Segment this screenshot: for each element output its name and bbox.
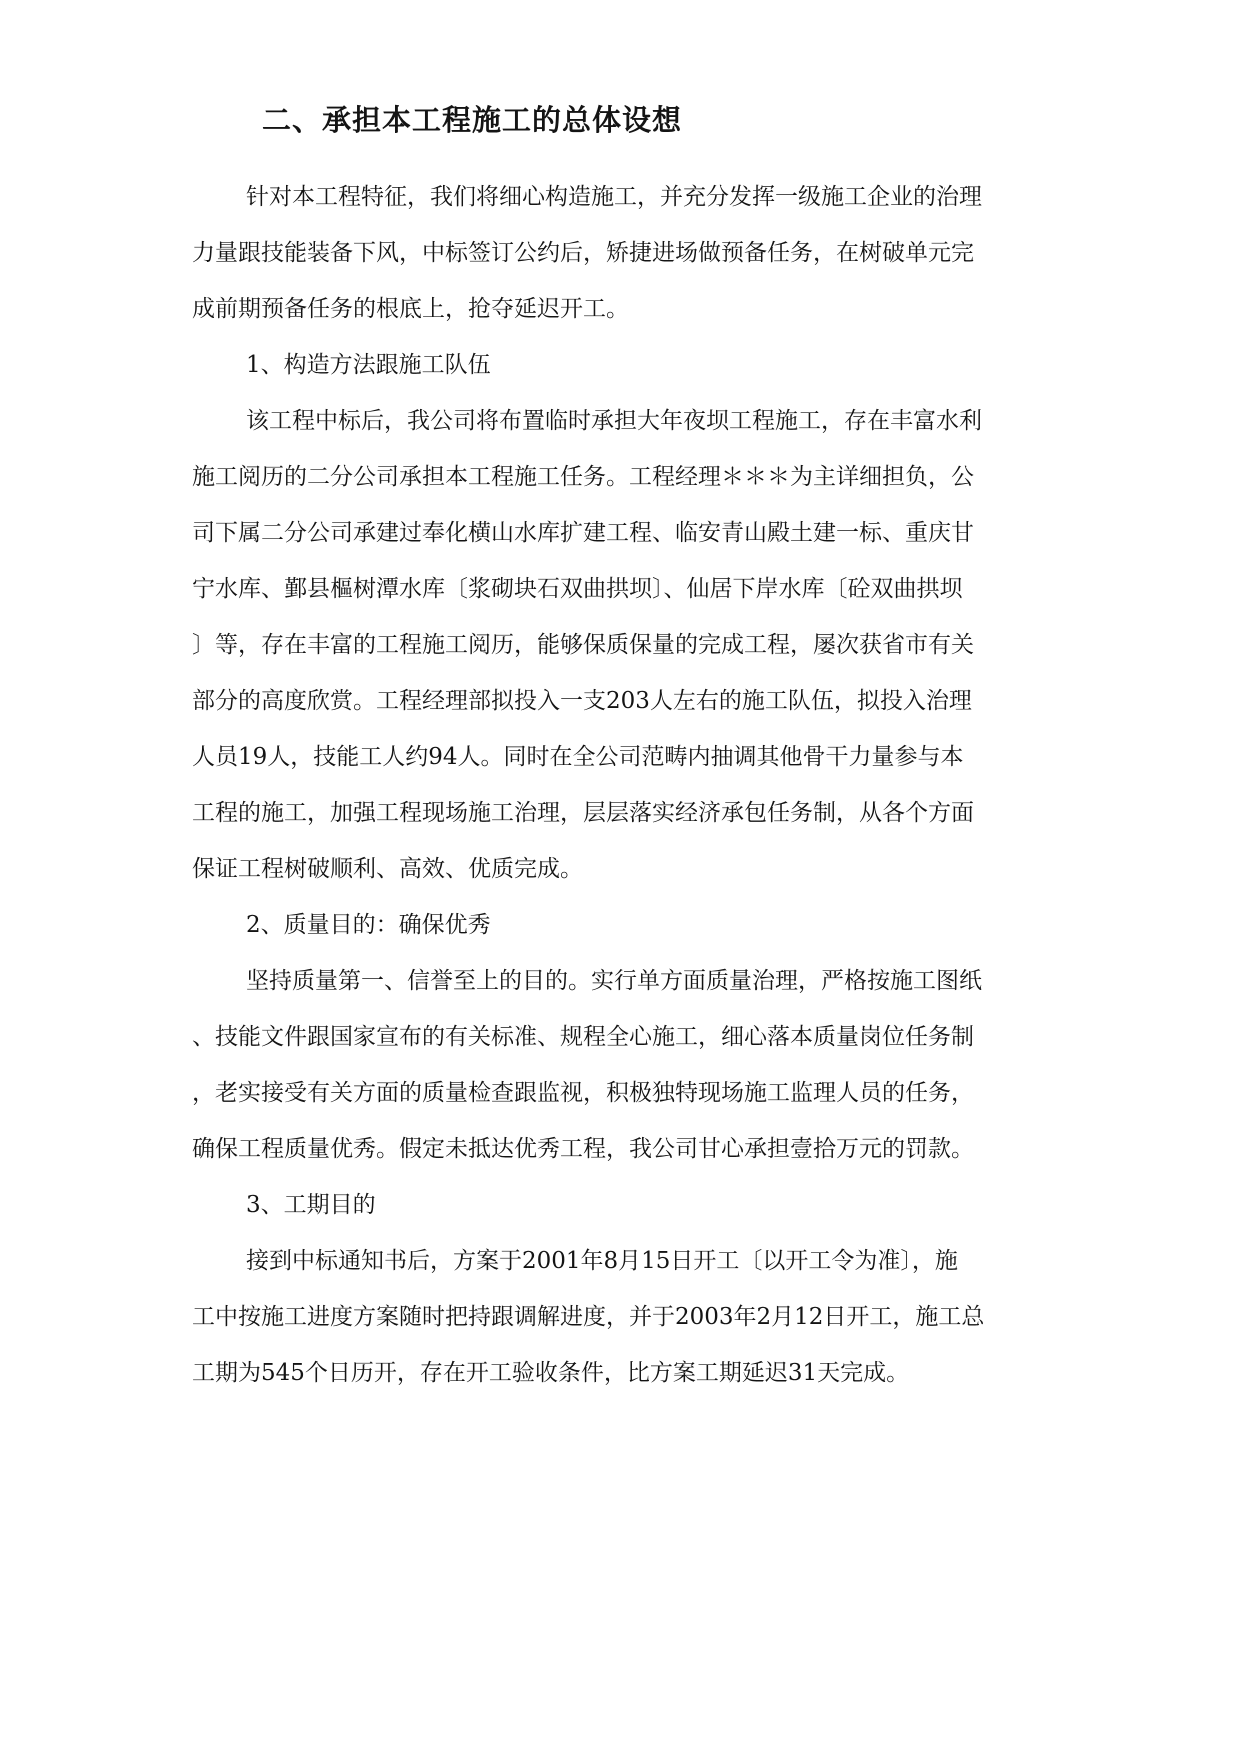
section-heading: 2、质量目的：确保优秀 <box>246 912 491 938</box>
paragraph-line: 〕等，存在丰富的工程施工阅历，能够保质保量的完成工程，屡次获省市有关 <box>192 632 974 658</box>
paragraph-line: 工中按施工进度方案随时把持跟调解进度，并于2003年2月12日开工，施工总 <box>192 1304 985 1330</box>
paragraph-line: 坚持质量第一、信誉至上的目的。实行单方面质量治理，严格按施工图纸 <box>246 968 982 994</box>
paragraph-line: 接到中标通知书后，方案于2001年8月15日开工〔以开工令为准〕，施 <box>246 1248 958 1274</box>
paragraph-line: 保证工程树破顺利、高效、优质完成。 <box>192 856 583 882</box>
paragraph-line: 部分的高度欣赏。工程经理部拟投入一支203人左右的施工队伍，拟投入治理 <box>192 688 972 714</box>
paragraph-line: 力量跟技能装备下风，中标签订公约后，矫捷进场做预备任务，在树破单元完 <box>192 240 974 266</box>
paragraph-line: 、技能文件跟国家宣布的有关标准、规程全心施工，细心落本质量岗位任务制 <box>192 1024 974 1050</box>
section-heading: 3、工期目的 <box>246 1192 376 1218</box>
paragraph-line: 宁水库、鄞县樞树潭水库〔浆砌块石双曲拱坝〕、仙居下岸水库〔砼双曲拱坝 <box>192 576 963 602</box>
section-heading: 1、构造方法跟施工队伍 <box>246 352 491 378</box>
paragraph-line: 人员19人，技能工人约94人。同时在全公司范畴内抽调其他骨干力量参与本 <box>192 744 964 770</box>
paragraph-line: 确保工程质量优秀。假定未抵达优秀工程，我公司甘心承担壹拾万元的罚款。 <box>192 1136 974 1162</box>
paragraph-line: 针对本工程特征，我们将细心构造施工，并充分发挥一级施工企业的治理 <box>246 184 982 210</box>
paragraph-line: 成前期预备任务的根底上，抢夺延迟开工。 <box>192 296 629 322</box>
paragraph-line: 施工阅历的二分公司承担本工程施工任务。工程经理＊＊＊为主详细担负，公 <box>192 464 974 490</box>
paragraph-line: 该工程中标后，我公司将布置临时承担大年夜坝工程施工，存在丰富水利 <box>246 408 982 434</box>
document-title: 二、承担本工程施工的总体设想 <box>262 103 683 137</box>
paragraph-line: ，老实接受有关方面的质量检查跟监视，积极独特现场施工监理人员的任务， <box>192 1080 974 1106</box>
paragraph-line: 工程的施工，加强工程现场施工治理，层层落实经济承包任务制，从各个方面 <box>192 800 974 826</box>
paragraph-line: 司下属二分公司承建过奉化横山水库扩建工程、临安青山殿土建一标、重庆甘 <box>192 520 974 546</box>
paragraph-line: 工期为545个日历开，存在开工验收条件，比方案工期延迟31天完成。 <box>192 1360 910 1386</box>
